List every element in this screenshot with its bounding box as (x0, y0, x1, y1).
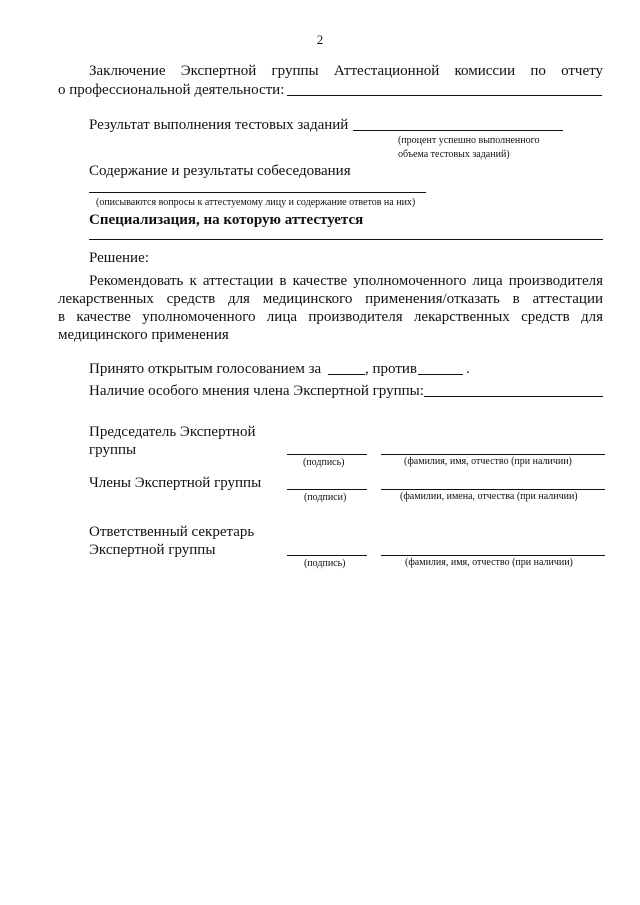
conclusion-line-1: Заключение Экспертной группы Аттестационной комиссии по отчету (89, 63, 603, 79)
specialization-label: Специализация, на которую аттестуется (89, 212, 364, 228)
decision-label: Решение: (89, 250, 149, 266)
chairman-signature-line[interactable] (287, 454, 367, 455)
members-signature-caption: (подписи) (304, 492, 347, 503)
vote-prefix: Принято открытым голосованием за (89, 361, 322, 377)
members-signature-line[interactable] (287, 489, 367, 490)
test-result-blank-line[interactable] (353, 130, 563, 131)
members-role: Члены Экспертной группы (89, 475, 262, 491)
secretary-signature-line[interactable] (287, 555, 367, 556)
vote-middle: , против (365, 361, 417, 377)
secretary-name-caption: (фамилия, имя, отчество (при наличии) (405, 557, 573, 568)
vote-for-blank[interactable] (328, 374, 365, 375)
interview-label: Содержание и результаты собеседования (89, 163, 351, 179)
test-result-note-1: (процент успешно выполненного (398, 135, 540, 146)
dissent-label: Наличие особого мнения члена Экспертной группы: (89, 383, 424, 399)
decision-line-2: лекарственных средств для медицинского применения/отказать в аттестации (58, 291, 603, 307)
decision-line-4: медицинского применения (58, 327, 229, 343)
secretary-role-line-1: Ответственный секретарь (89, 524, 255, 540)
secretary-name-line[interactable] (381, 555, 605, 556)
specialization-blank-line[interactable] (89, 239, 603, 240)
chairman-signature-caption: (подпись) (303, 457, 345, 468)
chairman-name-caption: (фамилия, имя, отчество (при наличии) (404, 456, 572, 467)
vote-suffix: . (466, 361, 470, 377)
vote-against-blank[interactable] (418, 374, 463, 375)
test-result-note-2: объема тестовых заданий) (398, 149, 510, 160)
chairman-role-line-1: Председатель Экспертной (89, 424, 256, 440)
chairman-role-line-2: группы (89, 442, 137, 458)
interview-note: (описываются вопросы к аттестуемому лицу и содержание ответов на них) (96, 197, 416, 208)
secretary-role-line-2: Экспертной группы (89, 542, 216, 558)
page-number: 2 (316, 32, 324, 47)
interview-blank-line[interactable] (89, 192, 426, 193)
members-name-line[interactable] (381, 489, 605, 490)
conclusion-blank-line[interactable] (287, 95, 602, 96)
chairman-name-line[interactable] (381, 454, 605, 455)
conclusion-line-2: о профессиональной деятельности: (58, 82, 285, 98)
members-name-caption: (фамилии, имена, отчества (при наличии) (400, 491, 578, 502)
decision-line-1: Рекомендовать к аттестации в качестве уполномоченного лица производителя (89, 273, 603, 289)
test-result-label: Результат выполнения тестовых заданий (89, 117, 349, 133)
secretary-signature-caption: (подпись) (304, 558, 346, 569)
decision-line-3: в качестве уполномоченного лица производителя лекарственных средств для (58, 309, 603, 325)
dissent-blank-line[interactable] (424, 396, 603, 397)
